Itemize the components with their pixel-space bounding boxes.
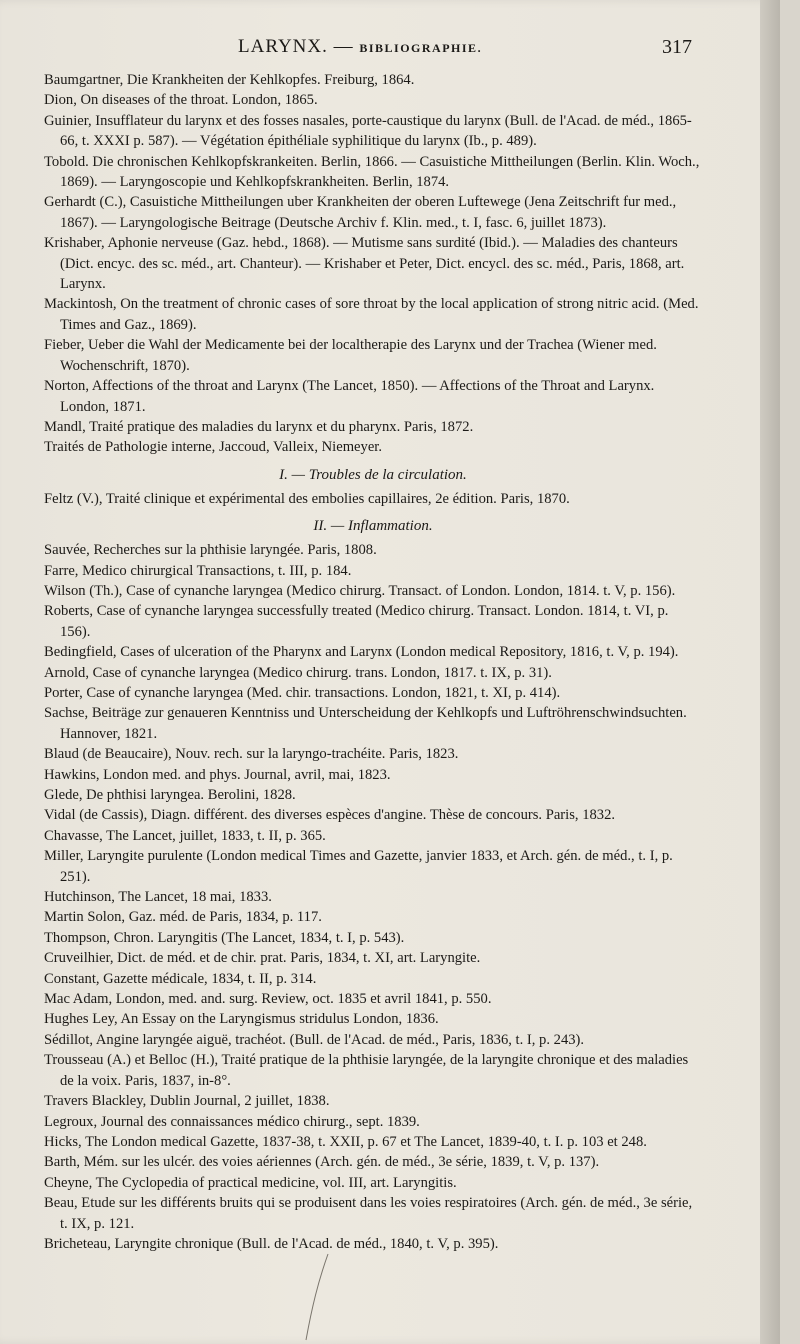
bibliography-entry: Farre, Medico chirurgical Transactions, t. III, p. 184. [44,562,352,579]
bibliography-entry: Dion, On diseases of the throat. London, 1865. [44,92,318,109]
pencil-mark [300,1252,330,1342]
circulation-bibliography [44,489,702,509]
page-number: 317 [662,36,692,58]
bibliography-entry: Hutchinson, The Lancet, 18 mai, 1833. [44,889,272,906]
bibliography-entry: Martin Solon, Gaz. méd. de Paris, 1834, p. 117. [44,909,322,926]
bibliography-entry: Wilson (Th.), Case of cynanche laryngea (Medico chirurg. Transact. of London. London, 1814. t. V, p. 156). [44,582,676,599]
bibliography-entry: Trousseau (A.) et Belloc (H.), Traité pratique de la phthisie laryngée, de la laryngite chronique et des maladies de la voix. Paris, 1837, in-8°. [44,1052,689,1089]
bibliography-entry: Hughes Ley, An Essay on the Laryngismus stridulus London, 1836. [44,1011,439,1028]
bibliography-entry: Baumgartner, Die Krankheiten der Kehlkopfes. Freiburg, 1864. [44,72,415,88]
bibliography-entry: Sachse, Beiträge zur genaueren Kenntniss und Unterscheidung der Kehlkopfs und Luftröhrenschwindsuchten. Hannover, 1821. [44,705,687,742]
bibliography-entry: Legroux, Journal des connaissances médico chirurg., sept. 1839. [44,1113,420,1130]
bibliography-entry: Bedingfield, Cases of ulceration of the Pharynx and Larynx (London medical Repository, 1816, t. V, p. 194). [44,644,679,661]
bibliography-entry: Barth, Mém. sur les ulcér. des voies aériennes (Arch. gén. de méd., 3e série, 1839, t. V, p. 137). [44,1154,600,1171]
bibliography-entry: Norton, Affections of the throat and Larynx (The Lancet, 1850). — Affections of the Throat and Larynx. London, 1871. [44,378,655,415]
bibliography-entry: Porter, Case of cynanche laryngea (Med. chir. transactions. London, 1821, t. XI, p. 414). [44,684,561,701]
bibliography-entry: Bricheteau, Laryngite chronique (Bull. de l'Acad. de méd., 1840, t. V, p. 395). [44,1235,499,1252]
bibliography-entry: Hawkins, London med. and phys. Journal, avril, mai, 1823. [44,766,391,783]
bibliography-entry: Cheyne, The Cyclopedia of practical medicine, vol. III, art. Laryngitis. [44,1174,457,1191]
bibliography-entry: Gerhardt (C.), Casuistiche Mittheilungen uber Krankheiten der oberen Luftewege (Jena Zeitschrift fur med., 1867). — Laryngologische Beitrage (Deutsche Archiv f. Klin. med., t. I, fasc. 6, juillet 1873). [44,194,677,231]
section-title-inflammation: II. — Inflammation. [313,518,433,535]
bibliography-entry: Roberts, Case of cynanche laryngea successfully treated (Medico chirurg. Transact. London. 1814, t. VI, p. 156). [44,603,669,640]
running-title [238,36,482,58]
bibliography-entry: Hicks, The London medical Gazette, 1837-38, t. XXII, p. 67 et The Lancet, 1839-40, t. I. p. 103 et 248. [44,1133,647,1150]
header-subtitle: BIBLIOGRAPHIE. [359,41,483,55]
bibliography-entry: Feltz (V.), Traité clinique et expérimental des embolies capillaires, 2e édition. Paris, 1870. [44,490,570,507]
bibliography-entry: Travers Blackley, Dublin Journal, 2 juillet, 1838. [44,1093,330,1110]
page-edge [760,0,780,1344]
bibliography-entry: Cruveilhier, Dict. de méd. et de chir. prat. Paris, 1834, t. XI, art. Laryngite. [44,950,481,967]
bibliography-entry: Guinier, Insufflateur du larynx et des fosses nasales, porte-caustique du larynx (Bull. de l'Acad. de méd., 1865-66, t. XXXI p. 587). — Végétation épithéliale syphilitique du larynx (Ib., p. 489). [44,112,692,150]
bibliography-entry: Sauvée, Recherches sur la phthisie laryngée. Paris, 1808. [44,542,377,559]
bibliography-entry: Krishaber, Aphonie nerveuse (Gaz. hebd., 1868). — Mutisme sans surdité (Ibid.). — Maladies des chanteurs (Dict. encyc. des sc. méd., art. Chanteur). — Krishaber et Peter, Dict. encycl. des sc. méd., Paris, 1868, art. Larynx. [44,235,685,293]
inflammation-bibliography [44,540,702,1254]
section-title-circulation: I. — Troubles de la circulation. [279,466,467,483]
bibliography-entry: Miller, Laryngite purulente (London medical Times and Gazette, janvier 1833, et Arch. gén. de méd., t. I, p. 251). [44,848,673,885]
bibliography-entry: Arnold, Case of cynanche laryngea (Medico chirurg. trans. London, 1817. t. IX, p. 31). [44,664,552,681]
bibliography-entry: Tobold. Die chronischen Kehlkopfskrankeiten. Berlin, 1866. — Casuistiche Mittheilungen (Berlin. Klin. Woch., 1869). — Laryngoscopie und Kehlkopfskrankheiten. Berlin, 1874. [44,153,700,191]
bibliography-entry: Constant, Gazette médicale, 1834, t. II, p. 314. [44,970,317,987]
bibliography-entry: Mac Adam, London, med. and. surg. Review, oct. 1835 et avril 1841, p. 550. [44,991,492,1008]
bibliography-entry: Vidal (de Cassis), Diagn. différent. des diverses espèces d'angine. Thèse de concours. Paris, 1832. [44,807,616,824]
bibliography-entry: Mandl, Traité pratique des maladies du larynx et du pharynx. Paris, 1872. [44,418,474,435]
bibliography-entry: Sédillot, Angine laryngée aiguë, trachéot. (Bull. de l'Acad. de méd., Paris, 1836, t. I, p. 243). [44,1031,585,1048]
bibliography-entry: Fieber, Ueber die Wahl der Medicamente bei der localtherapie des Larynx und der Trachea (Wiener med. Wochenschrift, 1870). [44,337,657,374]
bibliography-entry: Thompson, Chron. Laryngitis (The Lancet, 1834, t. I, p. 543). [44,929,405,946]
page-header [0,36,780,66]
general-bibliography [44,70,702,458]
header-title: LARYNX. [238,36,328,57]
bibliography-entry: Glede, De phthisi laryngea. Berolini, 1828. [44,787,296,803]
header-separator: — [327,36,360,57]
bibliography-entry: Blaud (de Beaucaire), Nouv. rech. sur la laryngo-trachéite. Paris, 1823. [44,746,459,763]
bibliography-entry: Chavasse, The Lancet, juillet, 1833, t. II, p. 365. [44,827,326,844]
bibliography-content [44,70,702,1254]
bibliography-entry: Beau, Etude sur les différents bruits qui se produisent dans les voies respiratoires (Arch. gén. de méd., 3e série, t. IX, p. 121. [44,1195,693,1232]
bibliography-entry: Mackintosh, On the treatment of chronic cases of sore throat by the local application of strong nitric acid. (Med. Times and Gaz., 1869). [44,296,699,333]
bibliography-entry: Traités de Pathologie interne, Jaccoud, Valleix, Niemeyer. [44,439,383,456]
